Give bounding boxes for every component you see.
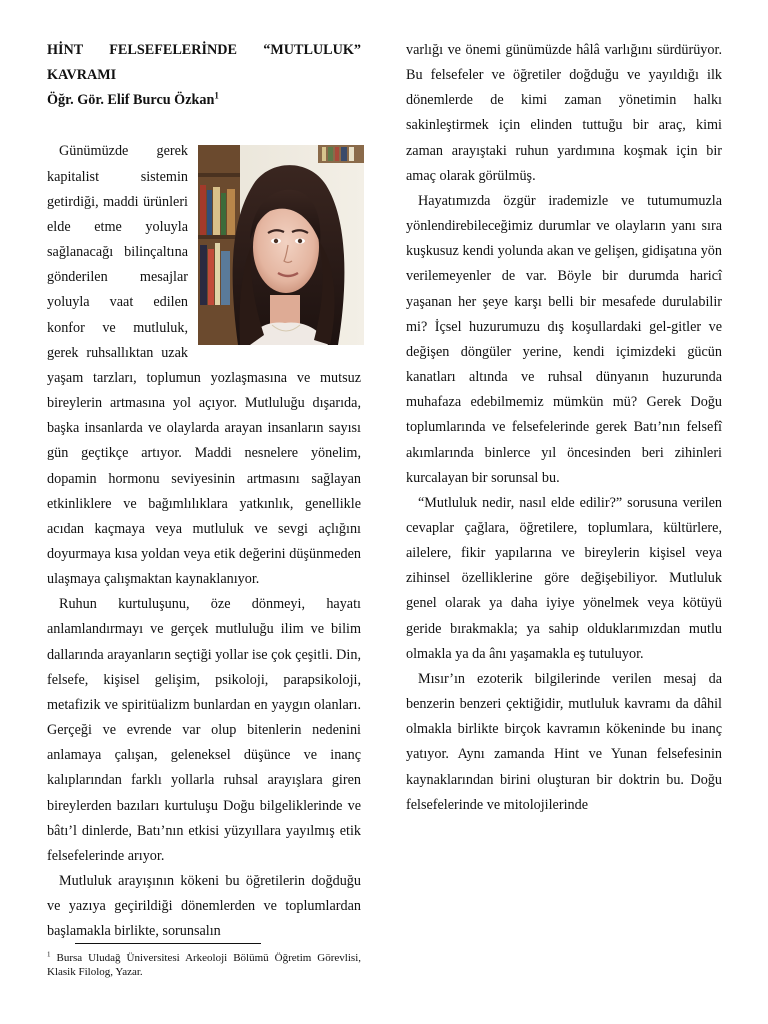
right-column bbox=[406, 38, 722, 818]
footnote-separator bbox=[75, 943, 261, 944]
author-photo bbox=[198, 145, 364, 345]
paragraph: varlığı ve önemi günümüzde hâlâ varlığını sürdürüyor. Bu felsefeler ve öğretiler doğduğu ve yayıldığı ilk dönemlerde de kimi zaman yönetimin halkı sakinleştirmek için elinden tuttuğu bir araç, kimi zaman arayıştaki ruhun yardımına koşmak için bir amaç olarak görülmüş. bbox=[406, 42, 722, 184]
author-footnote-mark: 1 bbox=[214, 90, 219, 101]
left-column bbox=[47, 38, 361, 944]
article-title: HİNT FELSEFELERİNDE “MUTLULUK” KAVRAMI bbox=[47, 42, 361, 84]
footnote-mark: 1 bbox=[47, 950, 51, 959]
paragraph: Hayatımızda özgür irademizle ve tutumumuzla yönlendirebileceğimiz durumlar ve olayların yanı sıra kuşkusuz kendi yolunda akan ve gelişen, gidişatına yön verilemeyenler de var. Böyle bir durumda haricî yaşanan her şeye karşı belli bir mesafede durulabilir mi? İçsel huzurumuzu dış koşullardaki gel-gitler ve değişen döngüler yerine, kendi içimizdeki gücün kanatları altında ve ruhsal dünyanın huzurunda muhafaza edebilmemiz mümkün mü? Gerek Doğu toplumlarında ve felsefelerinde gerek Batı’nın felsefî akımlarında binlerce yıl öncesinden beri zihinleri kurcalayan bir sorunsal bu. bbox=[406, 192, 722, 486]
paragraph: Mutluluk arayışının kökeni bu öğretilerin doğduğu ve yazıya geçirildiği dönemlerden ve toplumlardan başlamakla birlikte, sorunsalın bbox=[47, 873, 361, 940]
footnote-text: Bursa Uludağ Üniversitesi Arkeoloji Bölümü Öğretim Görevlisi, Klasik Filolog, Yazar. bbox=[47, 952, 361, 978]
paragraph: Ruhun kurtuluşunu, öze dönmeyi, hayatı anlamlandırmayı ve gerçek mutluluğu ilim ve bilim dallarında arayanların seçtiği yollar ise çok çeşitli. Din, felsefe, kişisel gelişim, psikoloji, parapsikoloji, metafizik ve spiritüalizm bunlardan en yaygın olanları. Gerçeği ve evrende var olup bitenlerin nedenini anlamaya çalışan, geleneksel düşünce ve inanç kalıplarından farklı yollarla ruhsal arayışlara giren bireylerden bazıları kurtuluşu Doğu bilgeliklerinde ve bâtı’l dinlerde, Batı’nın etkisi yüzyıllara yayılmış etik felsefelerinde arıyor. bbox=[47, 596, 361, 864]
footnote bbox=[47, 951, 361, 979]
paragraph: Günümüzde gerek kapitalist sistemin getirdiği, maddi ürünleri elde etme yoluyla sağlanacağı bilinçaltına gönderilen mesajlar yoluyla vaat edilen konfor ve mutluluk, gerek ruhsallıktan uzak yaşam tarzları, toplumun yozlaşmasına ve mutsuz bireylerin artmasına yol açıyor. Mutluluğu dışarıda, başka insanlarda ve olaylarda arayan insanların sayısı gün geçtikçe artıyor. Maddi nesnelere yönelim, dopamin hormonu seviyesinin artmasını sağlayan etkinliklere ve bağımlılıklara yatkınlık, genellikle acıdan kaçmaya veya mutluluk ve sevgi açlığını doyurmaya kısa yoldan veya etik değerini düşünmeden ulaşmaya çalışmaktan kaynaklanıyor. bbox=[47, 143, 361, 588]
paragraph: “Mutluluk nedir, nasıl elde edilir?” sorusuna verilen cevaplar çağlara, öğretilere, toplumlara, kültürlere, ailelere, fikir yapılarına ve bireylerin kişisel veya zihinsel özelliklerine göre değişebiliyor. Mutluluk genel olarak ya daha iyiye yönelmek veya kötüyü geride bırakmakla; ya sahip olduklarımızdan mutlu olmakla ya da ânı yaşamakla eş tutuluyor. bbox=[406, 494, 722, 662]
paragraph: Mısır’ın ezoterik bilgilerinde verilen mesaj da benzerin benzeri çektiğidir, mutluluk kavramı da dâhil olmakla birlikte birçok kavramın kökeninde bu inanç yatıyor. Aynı zamanda Hint ve Yunan felsefesinin kaynaklarından birini oluşturan bir doktrin bu. Doğu felsefelerinde ve mitolojilerinde bbox=[406, 670, 722, 813]
article-author: Öğr. Gör. Elif Burcu Özkan$^1$ bbox=[47, 90, 219, 109]
